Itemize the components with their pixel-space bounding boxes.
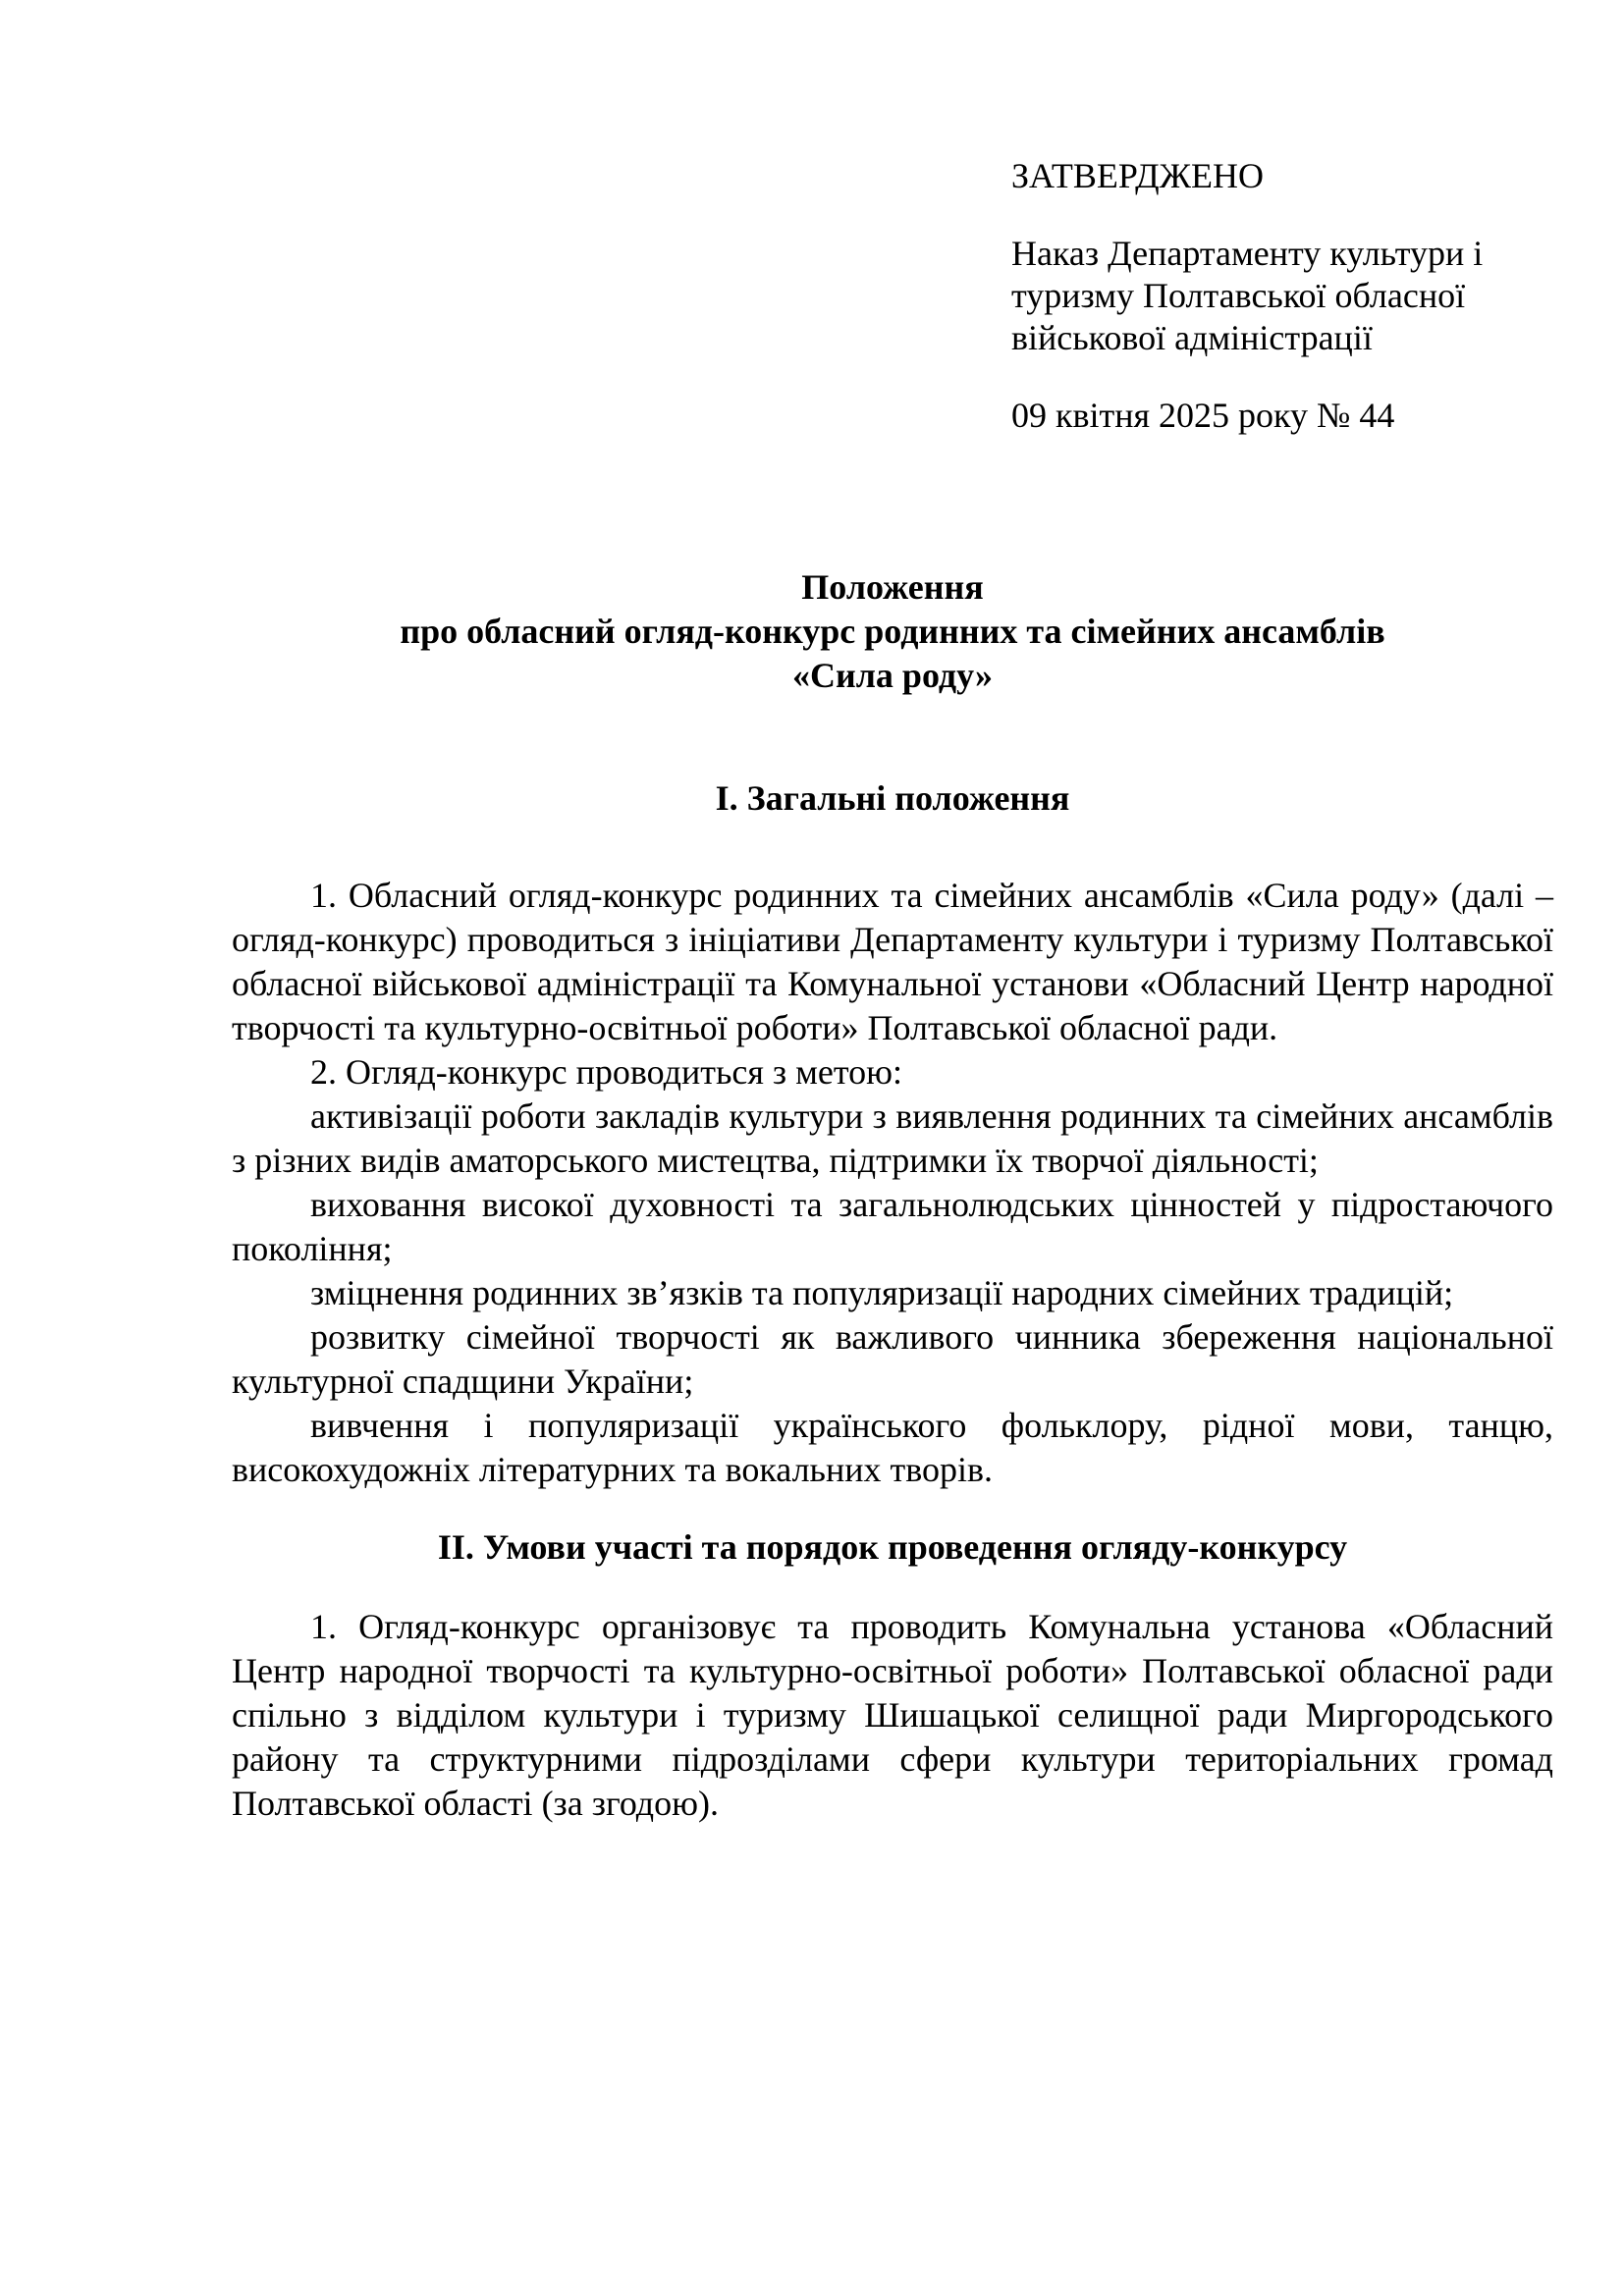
title-line-3: «Сила роду» bbox=[791, 656, 994, 695]
goal-item: активізації роботи закладів культури з виявлення родинних та сімейних ансамблів з різних видів аматорського мистецтва, підтримки їх творчої діяльності; bbox=[232, 1096, 1553, 1180]
goal-item: вивчення і популяризації українського фольклору, рідної мови, танцю, високохудожніх літературних та вокальних творів. bbox=[232, 1406, 1553, 1489]
goal-item: виховання високої духовності та загальнолюдських цінностей у підростаючого покоління; bbox=[232, 1185, 1553, 1268]
section-2-heading: ІІ. Умови участі та порядок проведення огляду-конкурсу bbox=[437, 1527, 1348, 1567]
goal-item: розвитку сімейної творчості як важливого чинника збереження національної культурної спадщини України; bbox=[232, 1317, 1553, 1401]
document-body bbox=[232, 565, 1553, 1826]
section-1-paragraph-2-intro: 2. Огляд-конкурс проводиться з метою: bbox=[310, 1052, 903, 1092]
approval-date: 09 квітня 2025 року № 44 bbox=[1011, 396, 1395, 435]
goals-list bbox=[232, 1095, 1553, 1492]
section-2-paragraph-1: 1. Огляд-конкурс організовує та проводить Комунальна установа «Обласний Центр народної творчості та культурно-освітньої роботи» Полтавської обласної ради спільно з відділом культури і туризму Шишацької селищної ради Миргородського району та структурними підрозділами сфери культури територіальних громад Полтавської області (за згодою). bbox=[232, 1607, 1553, 1823]
goal-item: зміцнення родинних зв’язків та популяризації народних сімейних традицій; bbox=[310, 1273, 1454, 1312]
approval-block bbox=[1011, 155, 1561, 437]
title-line-2: про обласний огляд-конкурс родинних та сімейних ансамблів bbox=[400, 612, 1385, 651]
approval-stamp: ЗАТВЕРДЖЕНО bbox=[1011, 156, 1264, 195]
approval-order: Наказ Департаменту культури і туризму Полтавської обласної військової адміністрації bbox=[1011, 234, 1484, 357]
title-line-1: Положення bbox=[801, 567, 984, 607]
section-1-paragraph-1: 1. Обласний огляд-конкурс родинних та сімейних ансамблів «Сила роду» (далі – огляд-конкурс) проводиться з ініціативи Департаменту культури і туризму Полтавської обласної військової адміністрації та Комунальної установи «Обласний Центр народної творчості та культурно-освітньої роботи» Полтавської обласної ради. bbox=[232, 876, 1553, 1047]
section-1-heading: І. Загальні положення bbox=[715, 778, 1070, 818]
document-title bbox=[232, 565, 1553, 698]
